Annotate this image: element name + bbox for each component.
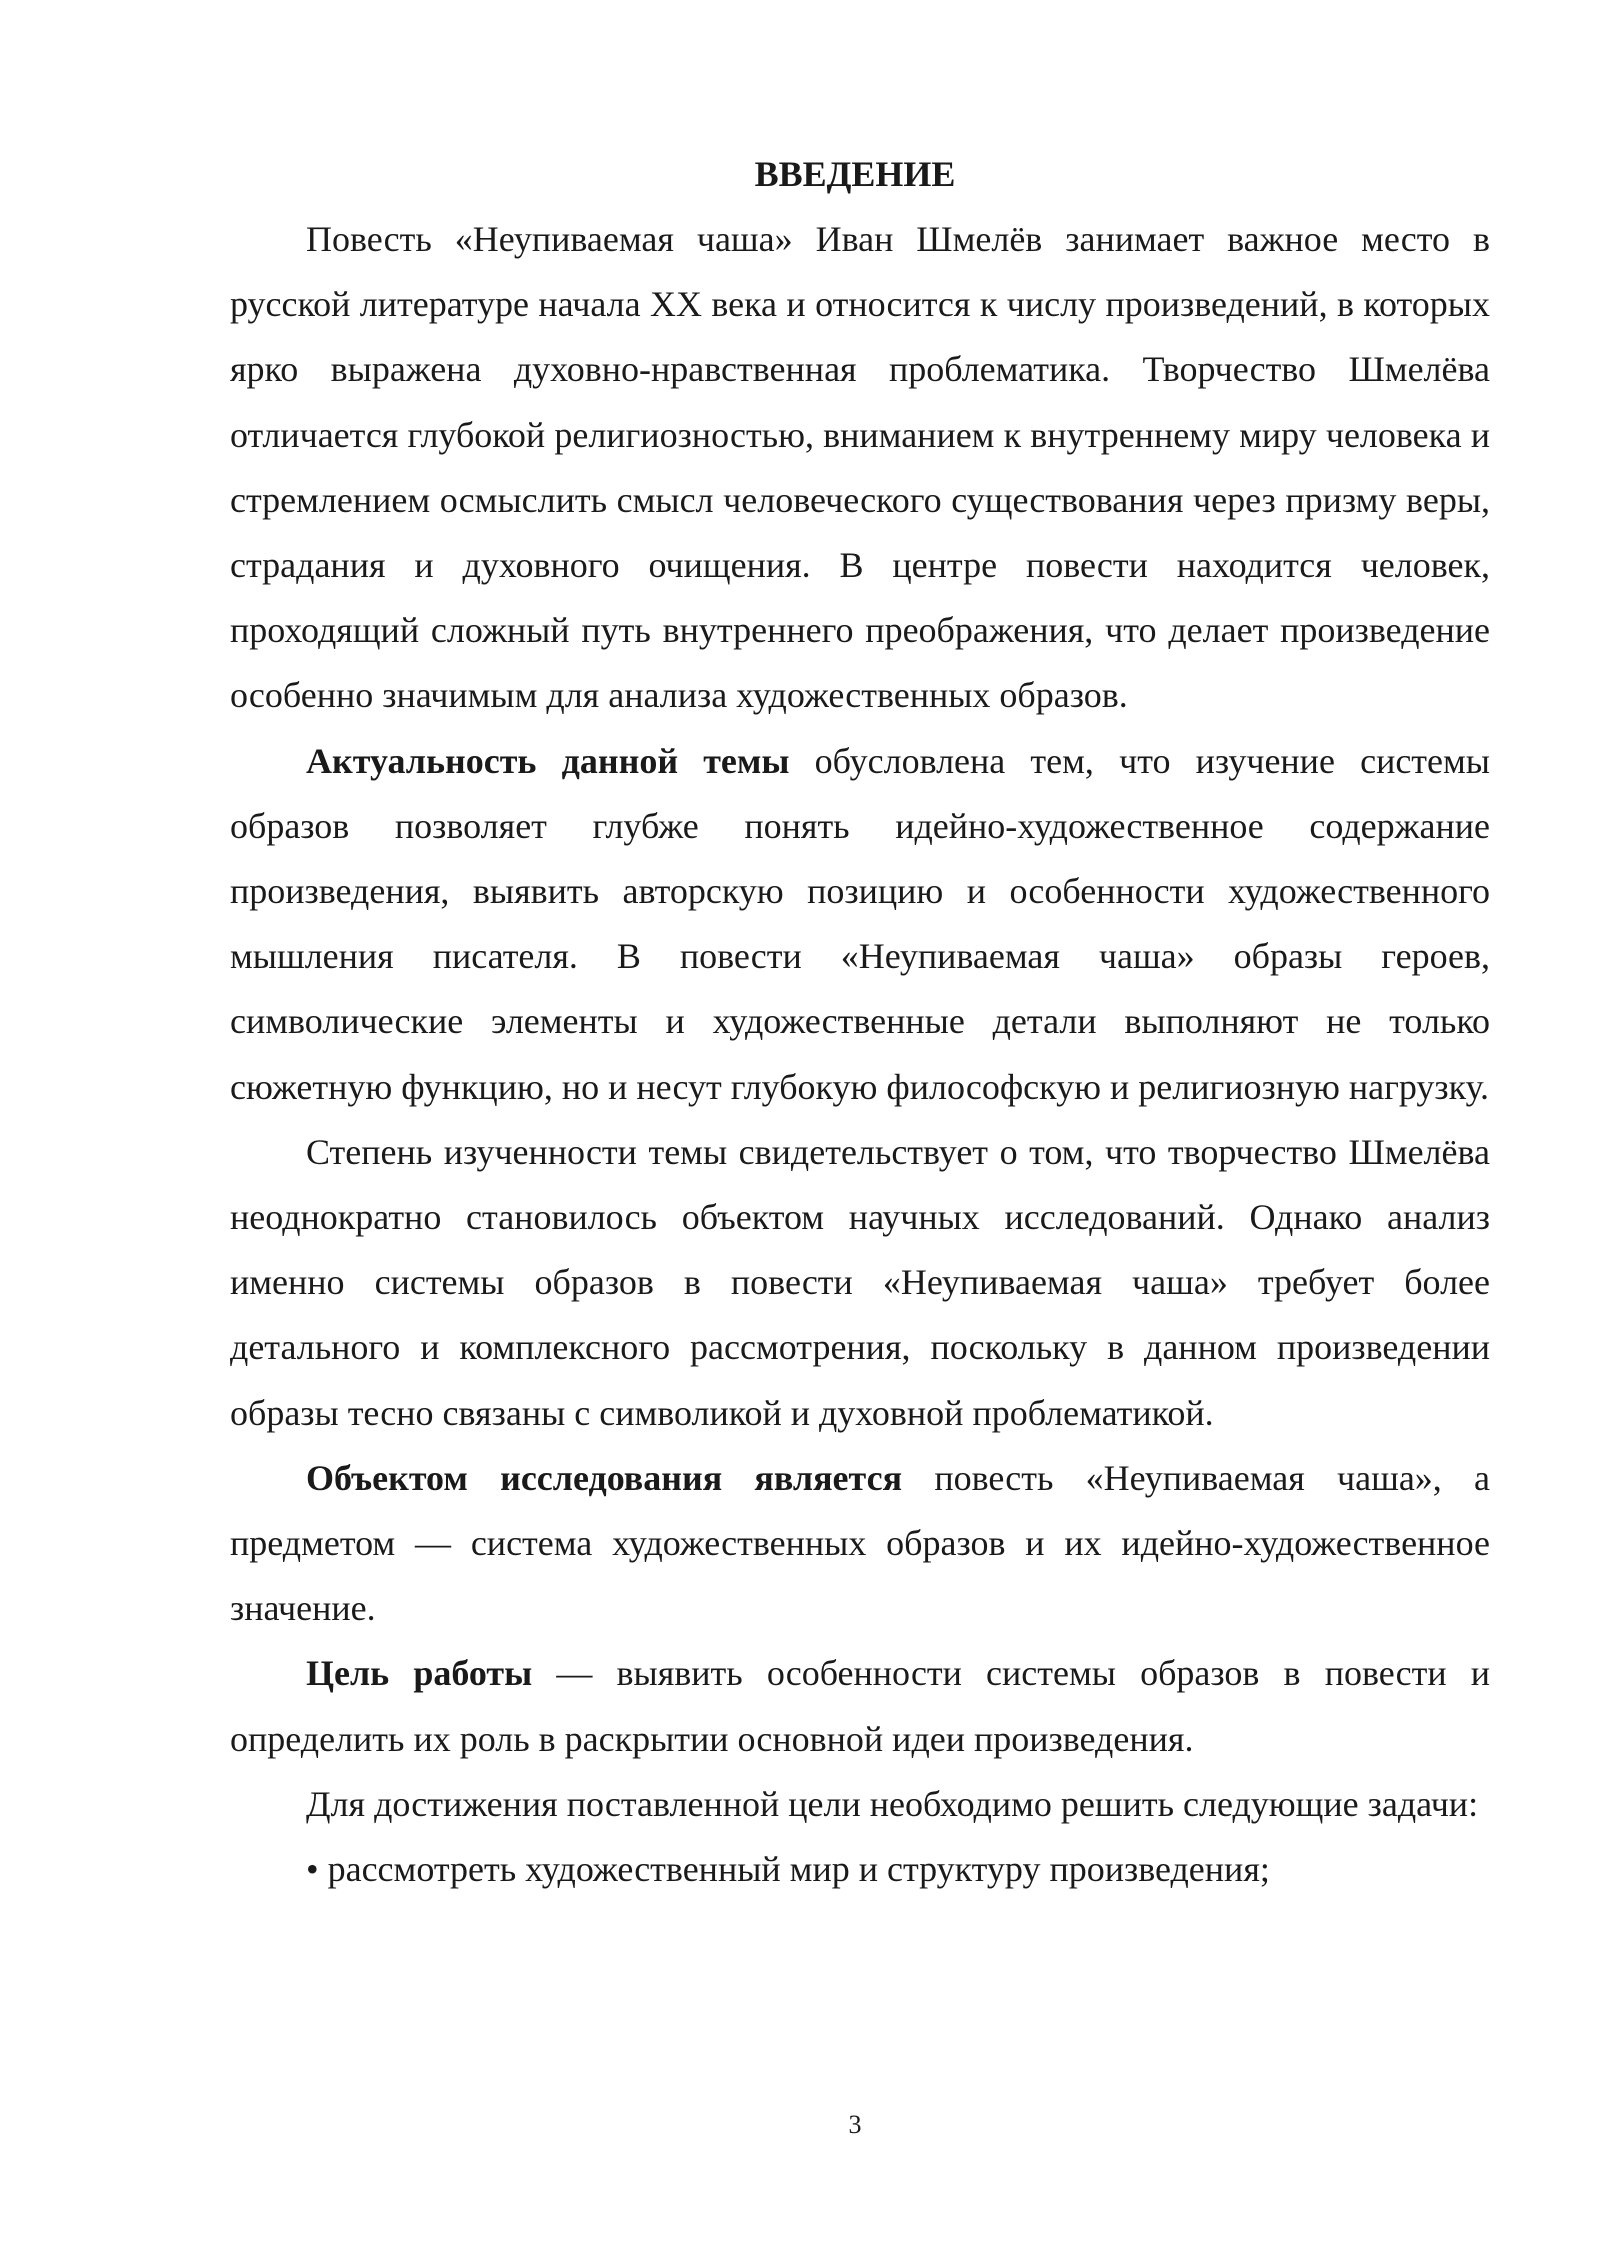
- task-list-item: [230, 1837, 1490, 1902]
- paragraph-bold-lead: Цель работы: [306, 1653, 533, 1694]
- paragraph-bold-lead: Актуальность данной темы: [306, 740, 790, 781]
- paragraph-relevance: [230, 729, 1490, 1120]
- body-text: [230, 207, 1490, 1902]
- paragraph-goal: [230, 1641, 1490, 1771]
- list-item-text: • рассмотреть художественный мир и структуру произведения;: [306, 1849, 1270, 1890]
- paragraph-text: повесть «Неупиваемая чаша», а предметом — система художественных образов и их идейно-художественное значение.: [230, 1457, 1490, 1629]
- paragraph-tasks-intro: [230, 1772, 1490, 1837]
- paragraph-object: [230, 1446, 1490, 1642]
- paragraph-introduction: [230, 207, 1490, 729]
- paragraph-text: Степень изученности темы свидетельствует о том, что творчество Шмелёва неоднократно становилось объектом научных исследований. Однако анализ именно системы образов в повести «Неупиваемая чаша» требует более детального и комплексного рассмотрения, поскольку в данном произведении образы тесно связаны с символикой и духовной проблематикой.: [230, 1131, 1490, 1433]
- paragraph-text: Для достижения поставленной цели необходимо решить следующие задачи:: [306, 1783, 1479, 1824]
- paragraph-study-degree: [230, 1120, 1490, 1446]
- section-heading: ВВЕДЕНИЕ: [754, 154, 956, 194]
- paragraph-bold-lead: Объектом исследования является: [306, 1457, 903, 1498]
- page-number: 3: [848, 2110, 862, 2139]
- paragraph-text: Повесть «Неупиваемая чаша» Иван Шмелёв занимает важное место в русской литературе начала XX века и относится к числу произведений, в которых ярко выражена духовно-нравственная проблематика. Творчество Шмелёва отличается глубокой религиозностью, вниманием к внутреннему миру человека и стремлением осмыслить смысл человеческого существования через призму веры, страдания и духовного очищения. В центре повести находится человек, проходящий сложный путь внутреннего преображения, что делает произведение особенно значимым для анализа художественных образов.: [230, 219, 1490, 716]
- paragraph-text: обусловлена тем, что изучение системы образов позволяет глубже понять идейно-художественное содержание произведения, выявить авторскую позицию и особенности художественного мышления писателя. В повести «Неупиваемая чаша» образы героев, символические элементы и художественные детали выполняют не только сюжетную функцию, но и несут глубокую философскую и религиозную нагрузку.: [230, 740, 1490, 1107]
- paragraph-text: — выявить особенности системы образов в повести и определить их роль в раскрытии основной идеи произведения.: [230, 1653, 1491, 1759]
